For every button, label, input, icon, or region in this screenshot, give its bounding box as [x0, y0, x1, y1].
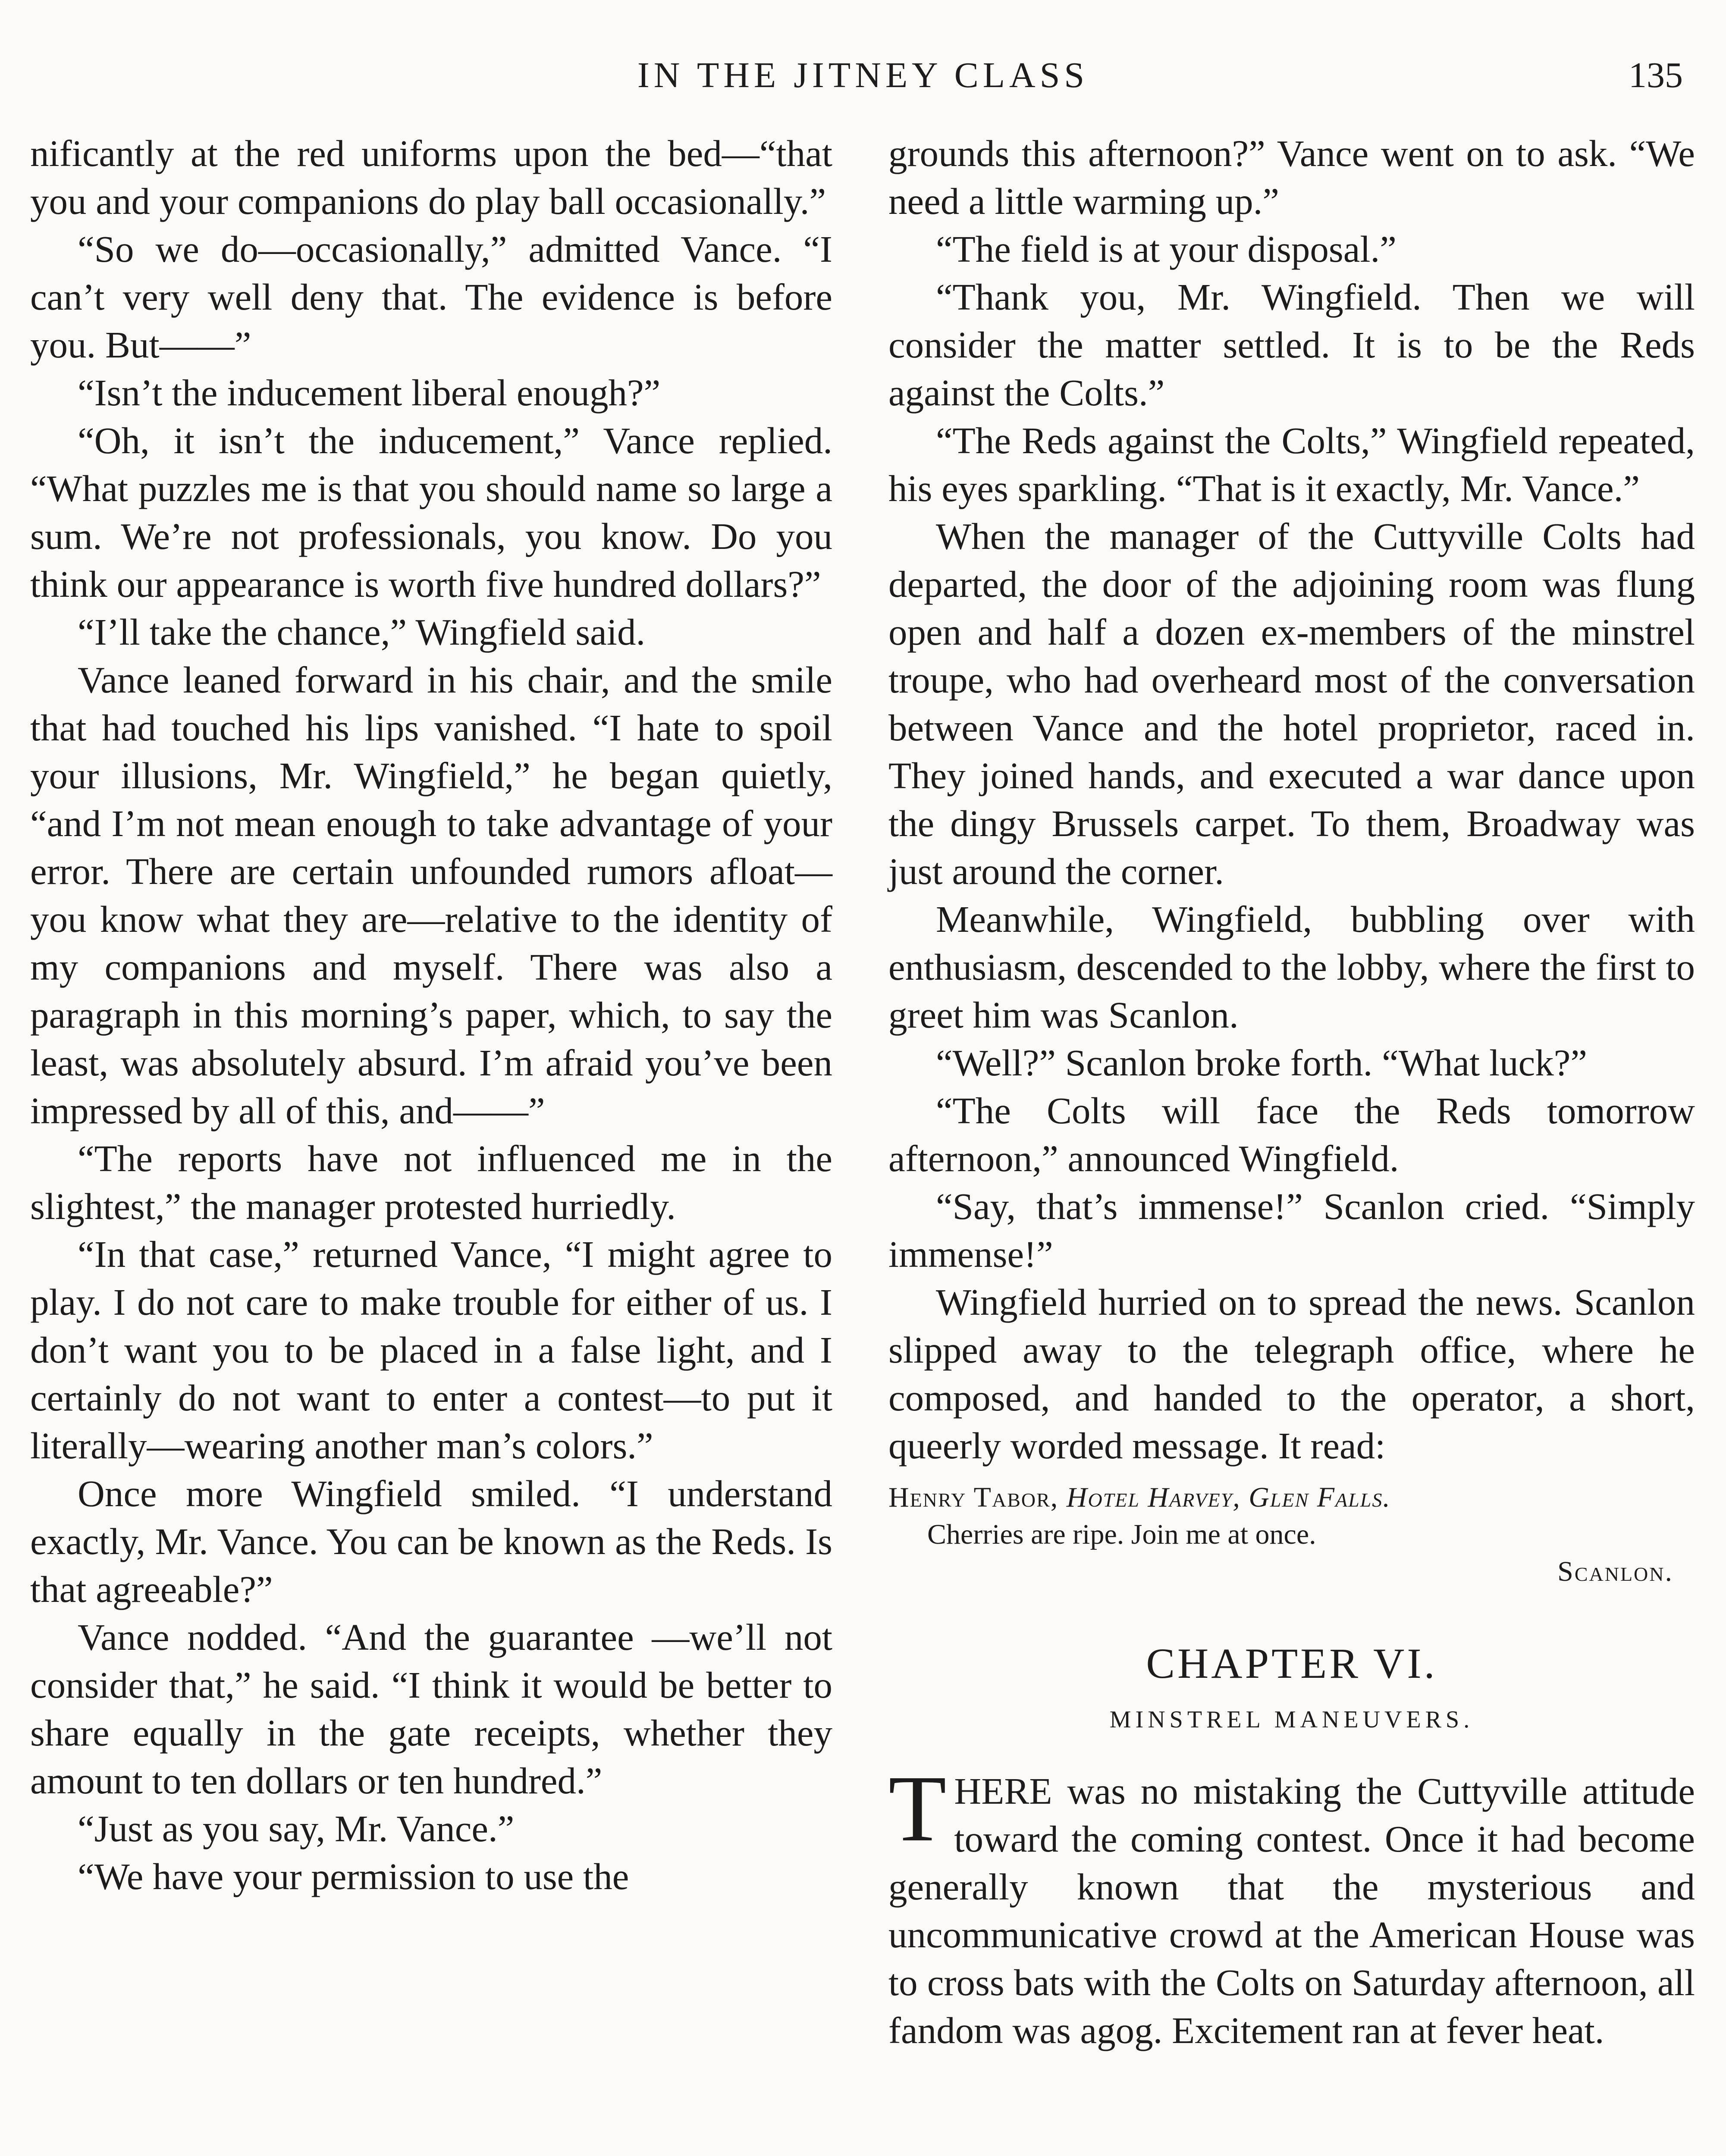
paragraph: When the manager of the Cuttyville Colts had departed, the door of the adjoining room was flung open and half a dozen ex-members of the minstrel troupe, who had overheard most of the conversation between Vance and the hotel proprietor, raced in. They joined hands, and executed a war dance upon the dingy Brussels carpet. To them, Broadway was just around the corner.: [888, 515, 1695, 892]
paragraph: “The Colts will face the Reds tomorrow afternoon,” announced Wingfield.: [888, 1090, 1695, 1179]
paragraph: “Isn’t the inducement liberal enough?”: [78, 372, 661, 414]
paragraph: “In that case,” returned Vance, “I might agree to play. I do not care to make trouble for either of us. I don’t want you to be placed in a false light, and I certainly do not want to enter a contest—to put it literally—wearing another man’s colors.”: [30, 1233, 832, 1467]
paragraph: “Well?” Scanlon broke forth. “What luck?”: [936, 1042, 1587, 1084]
drop-cap: T: [888, 1756, 947, 1861]
chapter-title: CHAPTER VI.: [1146, 1639, 1437, 1687]
chapter-subtitle: MINSTREL MANEUVERS.: [1109, 1706, 1474, 1733]
paragraph: “The Reds against the Colts,” Wingfield repeated, his eyes sparkling. “That is it exactly, Mr. Vance.”: [888, 420, 1695, 509]
paragraph: Wingfield hurried on to spread the news. Scanlon slipped away to the telegraph office, where he composed, and handed to the operator, a short, queerly worded message. It read:: [888, 1281, 1695, 1467]
page-number: 135: [1629, 55, 1683, 95]
paragraph: Meanwhile, Wingfield, bubbling over with enthusiasm, descended to the lobby, where the first to greet him was Scanlon.: [888, 898, 1695, 1036]
paragraph: grounds this afternoon?” Vance went on to ask. “We need a little warming up.”: [888, 132, 1695, 222]
running-head: IN THE JITNEY CLASS: [637, 55, 1089, 95]
telegram-address: Hotel Harvey, Glen Falls.: [1066, 1482, 1391, 1513]
paragraph: “Oh, it isn’t the inducement,” Vance replied. “What puzzles me is that you should name so large a sum. We’re not professionals, you know. Do you think our appearance is worth five hundred dollars?”: [30, 420, 832, 605]
telegram: [888, 1479, 1695, 1590]
right-column: [888, 129, 1695, 2054]
paragraph: “Just as you say, Mr. Vance.”: [78, 1808, 515, 1849]
paragraph: “Say, that’s immense!” Scanlon cried. “Simply immense!”: [888, 1185, 1695, 1275]
telegram-addressee: Henry Tabor,: [888, 1482, 1059, 1513]
telegram-signature: Scanlon.: [1557, 1556, 1673, 1587]
paragraph: “So we do—occasionally,” admitted Vance. “I can’t very well deny that. The evidence is before you. But——”: [30, 228, 832, 366]
paragraph: “We have your permission to use the: [78, 1855, 629, 1897]
paragraph: “Thank you, Mr. Wingfield. Then we will consider the matter settled. It is to be the Reds against the Colts.”: [888, 276, 1695, 414]
left-column: [30, 129, 832, 1900]
paragraph: nificantly at the red uniforms upon the bed—“that you and your companions do play ball occasionally.”: [30, 132, 832, 222]
paragraph: Once more Wingfield smiled. “I understand exactly, Mr. Vance. You can be known as the Reds. Is that agreeable?”: [30, 1473, 832, 1610]
telegram-address-line: [888, 1479, 1695, 1516]
paragraph: Vance nodded. “And the guarantee —we’ll not consider that,” he said. “I think it would be better to share equally in the gate receipts, whether they amount to ten dollars or ten hundred.”: [30, 1616, 832, 1802]
telegram-message: Cherries are ripe. Join me at once.: [927, 1519, 1316, 1550]
paragraph: “I’ll take the chance,” Wingfield said.: [78, 611, 646, 653]
paragraph: Vance leaned forward in his chair, and the smile that had touched his lips vanished. “I hate to spoil your illusions, Mr. Wingfield,” he began quietly, “and I’m not mean enough to take advantage of your error. There are certain unfounded rumors afloat—you know what they are—relative to the identity of my companions and myself. There was also a paragraph in this morning’s paper, which, to say the least, was absolutely absurd. I’m afraid you’ve been impressed by all of this, and——”: [30, 659, 832, 1131]
chapter-opening-text: HERE was no mistaking the Cuttyville attitude toward the coming contest. Once it had become generally known that the mysterious and uncommunicative crowd at the American House was to cross bats with the Colts on Saturday afternoon, all fandom was agog. Excitement ran at fever heat.: [888, 1770, 1695, 2051]
paragraph: “The field is at your disposal.”: [936, 228, 1396, 270]
paragraph: “The reports have not influenced me in the slightest,” the manager protested hurriedly.: [30, 1138, 832, 1227]
chapter-opening-paragraph: [888, 1756, 1695, 2054]
page-header: [30, 52, 1696, 99]
